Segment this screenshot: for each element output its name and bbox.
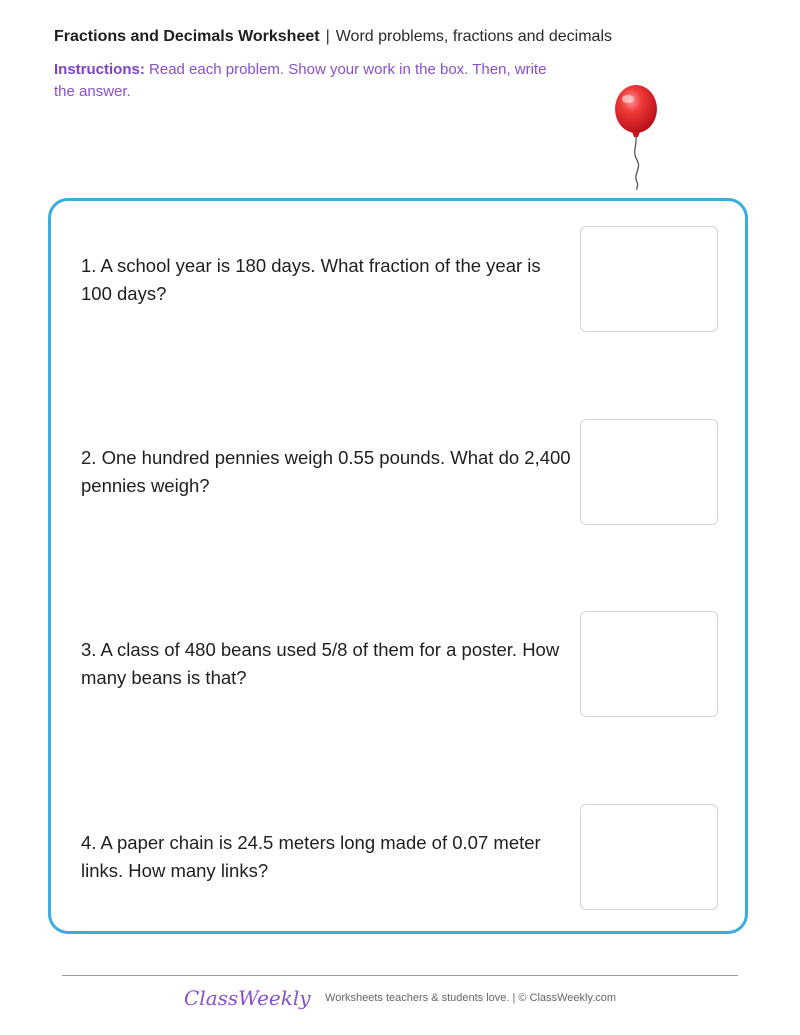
answer-box-2[interactable] <box>580 419 718 525</box>
header-separator: | <box>325 28 330 45</box>
worksheet-title: Fractions and Decimals Worksheet <box>54 28 320 45</box>
problem-1-text: 1. A school year is 180 days. What fraction of the year is 100 days? <box>81 255 541 304</box>
balloon-icon <box>606 84 666 192</box>
instructions-text: Read each problem. Show your work in the box. Then, write the answer. <box>54 61 547 100</box>
problem-2-text: 2. One hundred pennies weigh 0.55 pounds. What do 2,400 pennies weigh? <box>81 447 571 496</box>
brand-logo: ClassWeekly <box>184 986 311 1010</box>
instructions-label: Instructions: <box>54 61 145 78</box>
problem-3-text: 3. A class of 480 beans used 5/8 of them for a poster. How many beans is that? <box>81 639 560 688</box>
worksheet-subtitle: Word problems, fractions and decimals <box>335 28 612 45</box>
answer-box-1[interactable] <box>580 226 718 332</box>
instructions <box>54 59 554 103</box>
footer <box>0 986 800 1010</box>
footer-divider <box>62 975 738 976</box>
answer-box-3[interactable] <box>580 611 718 717</box>
worksheet-header <box>54 28 612 46</box>
problem-4-text: 4. A paper chain is 24.5 meters long made of 0.07 meter links. How many links? <box>81 832 541 881</box>
answer-box-4[interactable] <box>580 804 718 910</box>
footer-tagline: Worksheets teachers & students love. | © ClassWeekly.com <box>325 992 616 1004</box>
